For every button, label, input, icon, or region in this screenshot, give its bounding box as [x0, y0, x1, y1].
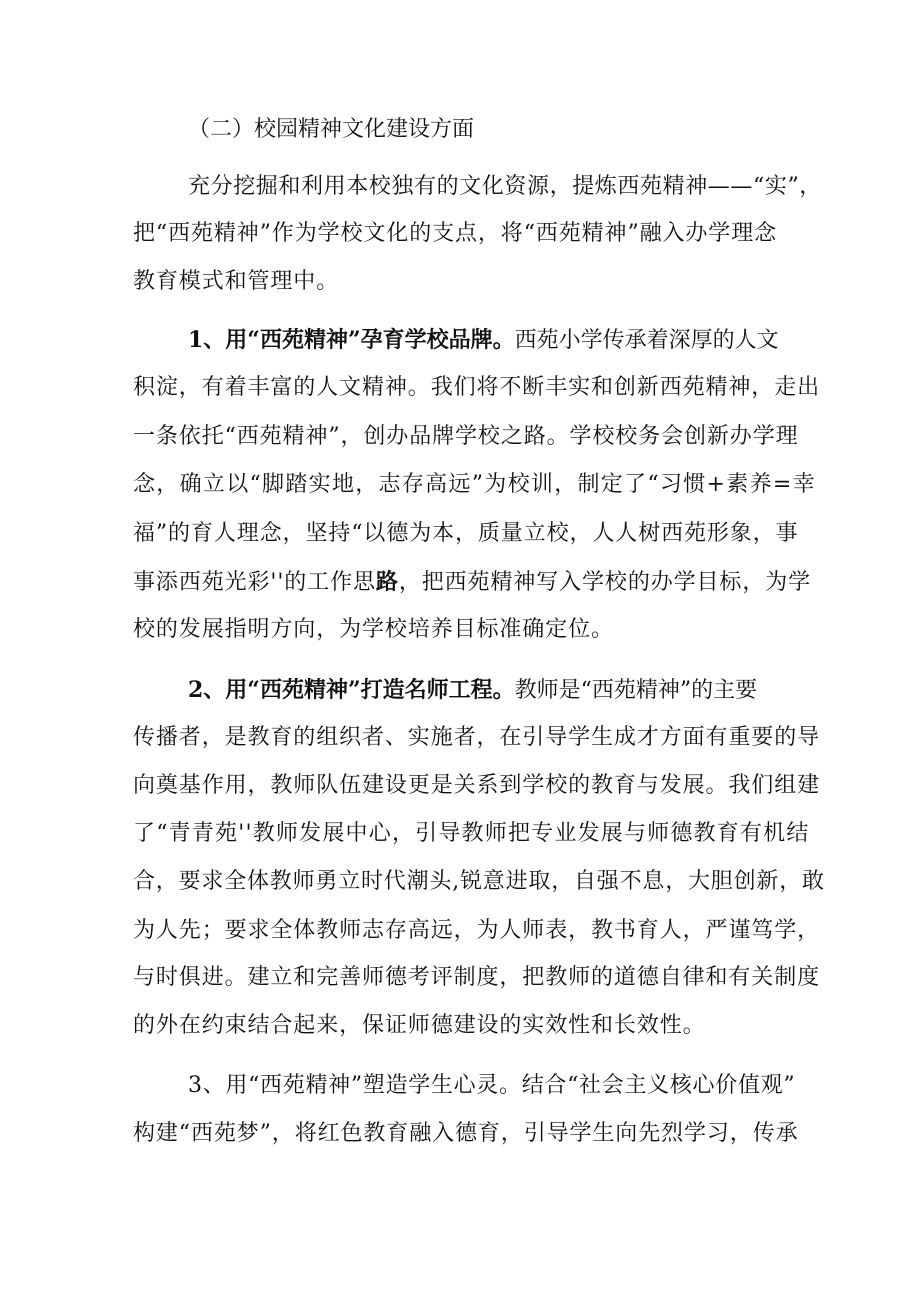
intro-line-3: 教育模式和管理中。 — [133, 269, 340, 294]
item1-line-6: 事添西苑光彩''的工作思路，把西苑精神写入学校的办学目标，为学 — [133, 569, 812, 595]
item1-lead: 1、用“西苑精神”孕育学校品牌。 — [188, 327, 515, 353]
item2-line-7: 与时俱进。建立和完善师德考评制度，把教师的道德自律和有关制度 — [133, 965, 821, 990]
item2-line-5: 合，要求全体教师勇立时代潮头,锐意进取，自强不息，大胆创新，敢 — [133, 869, 825, 894]
item1-line-1: 1、用“西苑精神”孕育学校品牌。西苑小学传承着深厚的人文 — [188, 327, 779, 353]
item2-line-1: 2、用“西苑精神”打造名师工程。教师是“西苑精神”的主要 — [188, 677, 758, 703]
item2-line-8: 的外在约束结合起来，保证师德建设的实效性和长效性。 — [133, 1013, 706, 1038]
section-heading — [0, 110, 920, 150]
item1-line-2: 积淀，有着丰富的人文精神。我们将不断丰实和创新西苑精神，走出 — [133, 375, 821, 400]
item1-line-4: 念，确立以“脚踏实地，志存高远”为校训，制定了“习惯+素养=幸 — [133, 472, 816, 497]
intro-line-1: 充分挖掘和利用本校独有的文化资源，提炼西苑精神——“实”， — [188, 174, 822, 199]
item1-line-5: 福”的育人理念，坚持“以德为本，质量立校，人人树西苑形象，事 — [133, 521, 799, 546]
item3-line-2: 构建“西苑梦”，将红色教育融入德育，引导学生向先烈学习，传承 — [133, 1121, 799, 1146]
item2-line-3: 向奠基作用，教师队伍建设更是关系到学校的教育与发展。我们组建 — [133, 773, 821, 798]
item1-line-3: 一条依托“西苑精神”，创办品牌学校之路。学校校务会创新办学理 — [133, 424, 799, 449]
section-heading-text: （二）校园精神文化建设方面 — [188, 117, 475, 142]
intro-line-2: 把“西苑精神”作为学校文化的支点，将“西苑精神”融入办学理念 — [133, 221, 777, 246]
item2-line-2: 传播者，是教育的组织者、实施者，在引导学生成才方面有重要的导 — [133, 725, 821, 750]
item2-lead: 2、用“西苑精神”打造名师工程。 — [188, 677, 515, 703]
item2-line-4: 了“青青苑''教师发展中心，引导教师把专业发展与师德教育有机结 — [133, 821, 810, 846]
item2-line-6: 为人先；要求全体教师志存高远，为人师表，教书育人，严谨笃学， — [133, 918, 821, 943]
item1-line-7: 校的发展指明方向，为学校培养目标准确定位。 — [133, 617, 614, 642]
item1-bold-char: 路 — [375, 569, 399, 595]
item3-line-1: 3、用“西苑精神”塑造学生心灵。结合“社会主义核心价值观” — [188, 1073, 796, 1098]
